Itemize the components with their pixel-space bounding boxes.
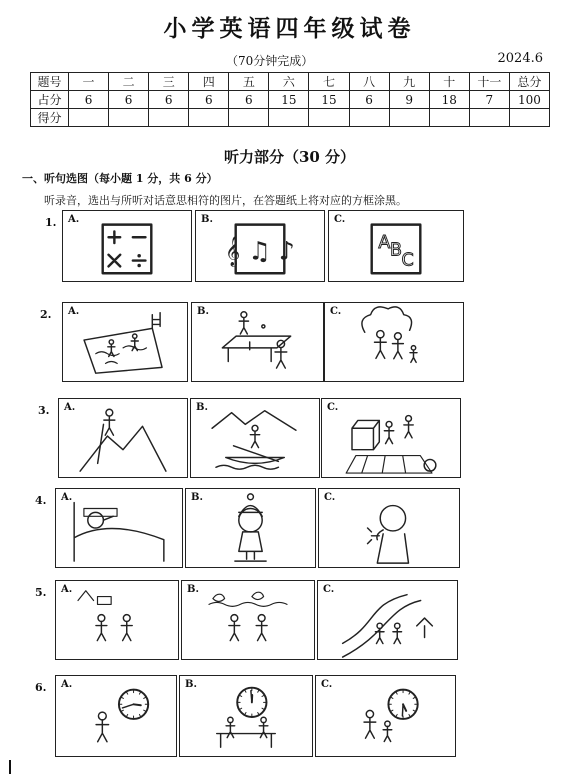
part-instruction: 听录音，选出与所听对话意思相符的图片，在答题纸上将对应的方框涂黑。: [44, 194, 407, 207]
option-letter: A.: [61, 584, 73, 595]
score-input-cell[interactable]: [109, 109, 149, 127]
table-tennis-icon: [192, 303, 323, 381]
column-header: 总分: [509, 73, 549, 91]
picnic-icon: [322, 399, 460, 477]
abc-letters-icon: [329, 211, 463, 281]
column-header: 六: [269, 73, 309, 91]
option-letter: B.: [185, 679, 197, 690]
option-letter: B.: [187, 584, 199, 595]
column-header: 二: [109, 73, 149, 91]
math-symbols-icon: [63, 211, 191, 281]
option-letter: C.: [330, 306, 342, 317]
answer-option-a[interactable]: [58, 398, 188, 478]
family-walking-icon: [325, 303, 463, 381]
column-header: 四: [189, 73, 229, 91]
option-letter: C.: [321, 679, 333, 690]
time-note: （70分钟完成）: [226, 54, 314, 68]
option-letter: B.: [197, 306, 209, 317]
column-header: 八: [349, 73, 389, 91]
points-cell: 6: [149, 91, 189, 109]
answer-option-c[interactable]: [317, 580, 458, 660]
question-number: 1.: [45, 216, 57, 229]
points-cell: 7: [469, 91, 509, 109]
option-letter: A.: [68, 306, 80, 317]
points-cell: 100: [509, 91, 549, 109]
cold-child-icon: [186, 489, 315, 567]
points-cell: 6: [229, 91, 269, 109]
points-cell: 15: [309, 91, 349, 109]
column-header: 五: [229, 73, 269, 91]
row-header: 得分: [31, 109, 69, 127]
points-cell: 6: [109, 91, 149, 109]
option-letter: A.: [61, 492, 73, 503]
score-row-number: [31, 73, 550, 91]
sick-in-bed-icon: [56, 489, 182, 567]
option-letter: A.: [61, 679, 73, 690]
margin-mark: [9, 760, 11, 774]
svg-text:𝄞 ♫ ♪: 𝄞 ♫ ♪: [225, 236, 295, 266]
clock-lunch-time-icon: [180, 676, 312, 756]
column-header: 十: [429, 73, 469, 91]
score-row-points: [31, 91, 550, 109]
score-row-earned: [31, 109, 550, 127]
score-input-cell[interactable]: [189, 109, 229, 127]
row-header: 题号: [31, 73, 69, 91]
score-input-cell[interactable]: [149, 109, 189, 127]
exam-title: 小学英语四年级试卷: [163, 15, 416, 42]
answer-option-a[interactable]: [62, 210, 192, 282]
score-table: [30, 72, 550, 127]
coughing-boy-icon: [319, 489, 459, 567]
score-input-cell[interactable]: [429, 109, 469, 127]
watching-ducks-icon: [182, 581, 314, 659]
swimming-pool-icon: [63, 303, 187, 381]
answer-option-c[interactable]: [318, 488, 460, 568]
part-heading: 一、听句选图（每小题 1 分，共 6 分）: [22, 172, 218, 185]
answer-option-a[interactable]: [55, 580, 179, 660]
answer-option-b[interactable]: [190, 398, 320, 478]
score-input-cell[interactable]: [469, 109, 509, 127]
answer-option-c[interactable]: [328, 210, 464, 282]
score-input-cell[interactable]: [349, 109, 389, 127]
rowing-boat-icon: [191, 399, 319, 477]
option-letter: C.: [334, 214, 346, 225]
question-number: 5.: [35, 586, 47, 599]
column-header: 十一: [469, 73, 509, 91]
clock-running-late-icon: [56, 676, 176, 756]
answer-option-a[interactable]: [55, 488, 183, 568]
answer-option-b[interactable]: [179, 675, 313, 757]
option-letter: A.: [64, 402, 76, 413]
option-letter: A.: [68, 214, 80, 225]
music-notes-icon: [196, 211, 324, 281]
points-cell: 6: [349, 91, 389, 109]
column-header: 七: [309, 73, 349, 91]
column-header: 九: [389, 73, 429, 91]
answer-option-b[interactable]: [181, 580, 315, 660]
score-input-cell[interactable]: [269, 109, 309, 127]
option-letter: C.: [323, 584, 335, 595]
svg-text:C: C: [401, 250, 414, 271]
question-number: 6.: [35, 681, 47, 694]
svg-text:B: B: [389, 240, 403, 261]
column-header: 三: [149, 73, 189, 91]
question-number: 3.: [38, 404, 50, 417]
answer-option-c[interactable]: [321, 398, 461, 478]
option-letter: C.: [327, 402, 339, 413]
answer-option-a[interactable]: [55, 675, 177, 757]
points-cell: 18: [429, 91, 469, 109]
option-letter: B.: [196, 402, 208, 413]
answer-option-b[interactable]: [191, 302, 324, 382]
mountain-climbing-icon: [59, 399, 187, 477]
score-input-cell[interactable]: [69, 109, 109, 127]
points-cell: 9: [389, 91, 429, 109]
visiting-farm-icon: [56, 581, 178, 659]
score-input-cell[interactable]: [229, 109, 269, 127]
row-header: 占分: [31, 91, 69, 109]
question-number: 4.: [35, 494, 47, 507]
section-title: 听力部分（30 分）: [223, 148, 356, 166]
points-cell: 6: [69, 91, 109, 109]
column-header: 一: [69, 73, 109, 91]
option-letter: B.: [201, 214, 213, 225]
score-input-cell[interactable]: [509, 109, 549, 127]
option-letter: C.: [324, 492, 336, 503]
clock-going-home-icon: [316, 676, 455, 756]
svg-text:A: A: [378, 232, 391, 253]
exam-date: 2024.6: [497, 51, 543, 66]
answer-option-b[interactable]: [185, 488, 316, 568]
riverside-walk-icon: [318, 581, 457, 659]
score-input-cell[interactable]: [309, 109, 349, 127]
points-cell: 15: [269, 91, 309, 109]
answer-option-c[interactable]: [324, 302, 464, 382]
answer-option-c[interactable]: [315, 675, 456, 757]
points-cell: 6: [189, 91, 229, 109]
question-number: 2.: [40, 308, 52, 321]
answer-option-a[interactable]: [62, 302, 188, 382]
answer-option-b[interactable]: [195, 210, 325, 282]
option-letter: B.: [191, 492, 203, 503]
score-input-cell[interactable]: [389, 109, 429, 127]
